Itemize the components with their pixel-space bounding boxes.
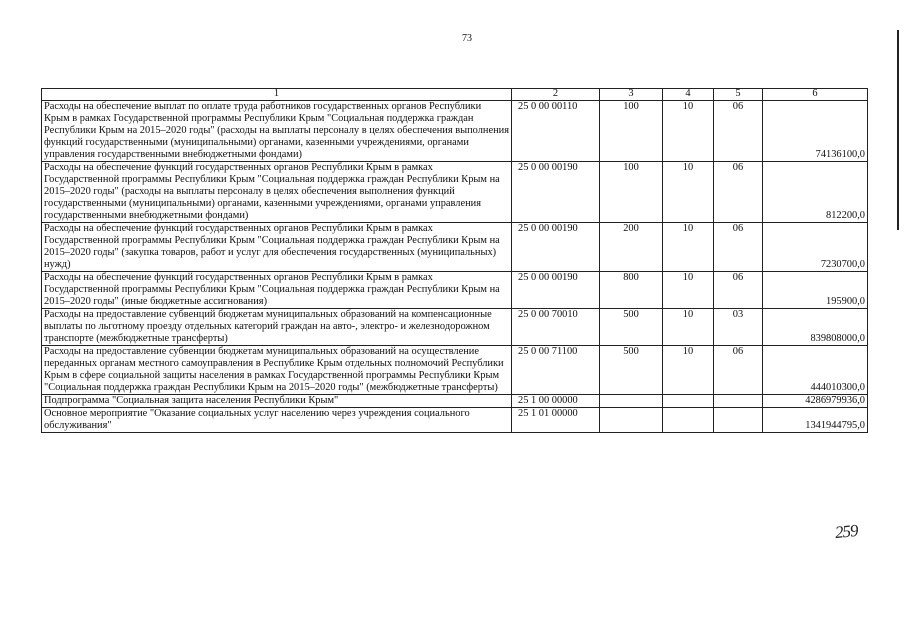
table-row [42, 395, 868, 408]
table-header-row [42, 89, 868, 101]
row-amount-cell: 195900,0 [763, 272, 868, 309]
row-amount-cell: 1341944795,0 [763, 408, 868, 433]
row-type-cell: 800 [600, 272, 663, 309]
row-section-cell: 10 [663, 223, 714, 272]
row-name-cell: Расходы на обеспечение функций государственных органов Республики Крым в рамках Государственной программы Республики Крым "Социальная поддержка граждан Республики Крым на 2015–2020 годы" (закупка товаров, работ и услуг для обеспечения государственных (муниципальных) нужд) [42, 223, 512, 272]
row-amount-cell: 74136100,0 [763, 101, 868, 162]
table-row [42, 162, 868, 223]
table-row [42, 346, 868, 395]
row-code-cell: 25 0 00 71100 [512, 346, 600, 395]
row-name-cell: Расходы на обеспечение функций государственных органов Республики Крым в рамках Государственной программы Республики Крым "Социальная поддержка граждан Республики Крым на 2015–2020 годы" (иные бюджетные ассигнования) [42, 272, 512, 309]
row-name-cell: Расходы на обеспечение выплат по оплате труда работников государственных органов Республики Крым в рамках Государственной программы Республики Крым "Социальная поддержка граждан Республики Крым на 2015–2020 годы" (расходы на выплаты персоналу в целях обеспечения выполнения функций государственными (муниципальными) органами, казенными учреждениями, органами управления государственными внебюджетными фондами) [42, 101, 512, 162]
row-subsection-cell [714, 395, 763, 408]
row-section-cell [663, 408, 714, 433]
row-name-cell: Расходы на обеспечение функций государственных органов Республики Крым в рамках Государственной программы Республики Крым "Социальная поддержка граждан Республики Крым на 2015–2020 годы" (расходы на выплаты персоналу в целях обеспечения выполнения функций государственными (муниципальными) органами, казенными учреждениями, органами управления государственными внебюджетными фондами) [42, 162, 512, 223]
row-name-cell: Основное мероприятие "Оказание социальных услуг населению через учреждения социального обслуживания" [42, 408, 512, 433]
row-subsection-cell: 03 [714, 309, 763, 346]
row-section-cell: 10 [663, 101, 714, 162]
row-code-cell: 25 0 00 00190 [512, 162, 600, 223]
row-amount-cell: 839808000,0 [763, 309, 868, 346]
row-subsection-cell: 06 [714, 272, 763, 309]
row-subsection-cell [714, 408, 763, 433]
row-code-cell: 25 1 01 00000 [512, 408, 600, 433]
handwritten-annotation: 259 [834, 520, 859, 543]
header-cell: 1 [42, 89, 512, 101]
header-cell: 4 [663, 89, 714, 101]
row-subsection-cell: 06 [714, 162, 763, 223]
header-cell: 3 [600, 89, 663, 101]
table-row [42, 309, 868, 346]
row-code-cell: 25 0 00 00190 [512, 272, 600, 309]
row-section-cell: 10 [663, 309, 714, 346]
row-amount-cell: 4286979936,0 [763, 395, 868, 408]
row-amount-cell: 7230700,0 [763, 223, 868, 272]
row-name-cell: Подпрограмма "Социальная защита населения Республики Крым" [42, 395, 512, 408]
row-section-cell [663, 395, 714, 408]
header-cell: 2 [512, 89, 600, 101]
row-type-cell: 500 [600, 309, 663, 346]
row-type-cell [600, 395, 663, 408]
row-name-cell: Расходы на предоставление субвенции бюджетам муниципальных образований на осуществление переданных органам местного самоуправления в Республике Крым отдельных полномочий Республики Крым в сфере социальной защиты населения в рамках Государственной программы Республики Крым "Социальная поддержка граждан Республики Крым на 2015–2020 годы" (межбюджетные трансферты) [42, 346, 512, 395]
row-amount-cell: 812200,0 [763, 162, 868, 223]
table-row [42, 101, 868, 162]
row-type-cell: 100 [600, 162, 663, 223]
row-type-cell [600, 408, 663, 433]
budget-table [41, 88, 868, 433]
page-number: 73 [462, 33, 472, 44]
row-subsection-cell: 06 [714, 346, 763, 395]
row-section-cell: 10 [663, 272, 714, 309]
table-row [42, 272, 868, 309]
row-amount-cell: 444010300,0 [763, 346, 868, 395]
row-subsection-cell: 06 [714, 101, 763, 162]
row-name-cell: Расходы на предоставление субвенций бюджетам муниципальных образований на компенсационные выплаты по льготному проезду отдельных категорий граждан на авто-, электро- и железнодорожном транспорте (межбюджетные трансферты) [42, 309, 512, 346]
row-section-cell: 10 [663, 162, 714, 223]
row-section-cell: 10 [663, 346, 714, 395]
header-cell: 5 [714, 89, 763, 101]
header-cell: 6 [763, 89, 868, 101]
row-code-cell: 25 0 00 00110 [512, 101, 600, 162]
row-type-cell: 200 [600, 223, 663, 272]
page-edge-line [897, 30, 899, 230]
row-subsection-cell: 06 [714, 223, 763, 272]
row-code-cell: 25 1 00 00000 [512, 395, 600, 408]
row-type-cell: 100 [600, 101, 663, 162]
row-code-cell: 25 0 00 00190 [512, 223, 600, 272]
row-code-cell: 25 0 00 70010 [512, 309, 600, 346]
table-row [42, 223, 868, 272]
row-type-cell: 500 [600, 346, 663, 395]
table-row [42, 408, 868, 433]
